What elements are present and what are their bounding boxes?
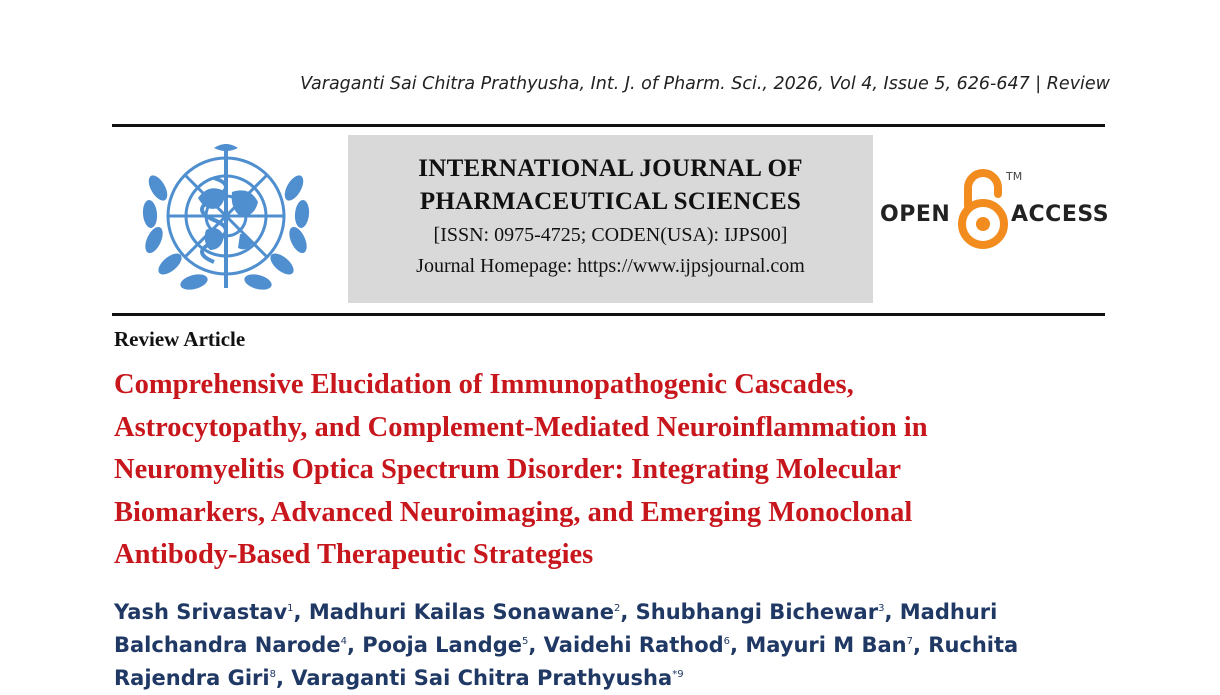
author-name: Shubhangi Bichewar [635,600,879,624]
bottom-rule [112,313,1105,316]
author-line: Balchandra Narode$^4$, Pooja Landge$^5$, Vaidehi Rathod$^6$, Mayuri M Ban$^7$, Ruchita [114,633,1019,657]
journal-issn: [ISSN: 0975-4725; CODEN(USA): IJPS00] [433,224,788,246]
author-affiliation: 8 [269,669,276,680]
author-affiliation: *9 [672,669,684,680]
author-line: Rajendra Giri$^8$, Varaganti Sai Chitra Prathyusha$^{*9}$ [114,666,684,690]
open-access-lock-icon [954,168,1012,250]
author-name: Ruchita [928,633,1019,657]
author-list [114,596,1114,695]
author-affiliation: 1 [287,603,294,614]
author-line: Yash Srivastav$^1$, Madhuri Kailas Sonawane$^2$, Shubhangi Bichewar$^3$, Madhuri [114,600,998,624]
article-type: Review Article [114,327,246,351]
author-affiliation: 6 [723,636,731,647]
journal-title-line1: INTERNATIONAL JOURNAL OF [418,155,803,182]
journal-homepage: Journal Homepage: https://www.ijpsjournal.com [416,255,805,277]
author-affiliation: 2 [613,603,621,614]
title-line: Neuromyelitis Optica Spectrum Disorder: Integrating Molecular [114,454,902,485]
author-name: Madhuri Kailas Sonawane [308,600,614,624]
open-access-access-text: ACCESS [1011,202,1110,227]
author-name: Balchandra Narode [114,633,341,657]
title-line: Antibody-Based Therapeutic Strategies [114,539,594,570]
trademark-symbol: TM [1006,170,1023,183]
title-line: Astrocytopathy, and Complement-Mediated Neuroinflammation in [114,411,928,443]
open-access-open-text: OPEN [880,202,951,227]
author-name: Vaidehi Rathod [543,633,724,657]
author-name: Varaganti Sai Chitra Prathyusha [291,666,673,690]
journal-emblem-icon [128,138,324,306]
author-name: Yash Srivastav [114,600,288,624]
running-header: Varaganti Sai Chitra Prathyusha, Int. J. of Pharm. Sci., 2026, Vol 4, Issue 5, 626-647 | Review [300,74,1110,94]
title-line: Biomarkers, Advanced Neuroimaging, and Emerging Monoclonal [114,496,913,528]
author-name: Madhuri [899,600,998,624]
author-affiliation: 3 [878,603,885,614]
top-rule [112,124,1105,127]
author-name: Rajendra Giri [114,666,270,690]
title-line: Comprehensive Elucidation of Immunopathogenic Cascades, [114,369,854,400]
author-affiliation: 5 [522,636,529,647]
author-affiliation: 7 [906,636,913,647]
journal-title-line2: PHARMACEUTICAL SCIENCES [419,188,802,215]
author-affiliation: 4 [340,636,347,647]
author-name: Mayuri M Ban [745,633,907,657]
article-title [114,364,1094,577]
author-name: Pooja Landge [362,633,522,657]
journal-masthead [348,135,873,303]
open-access-logo [880,168,1108,250]
